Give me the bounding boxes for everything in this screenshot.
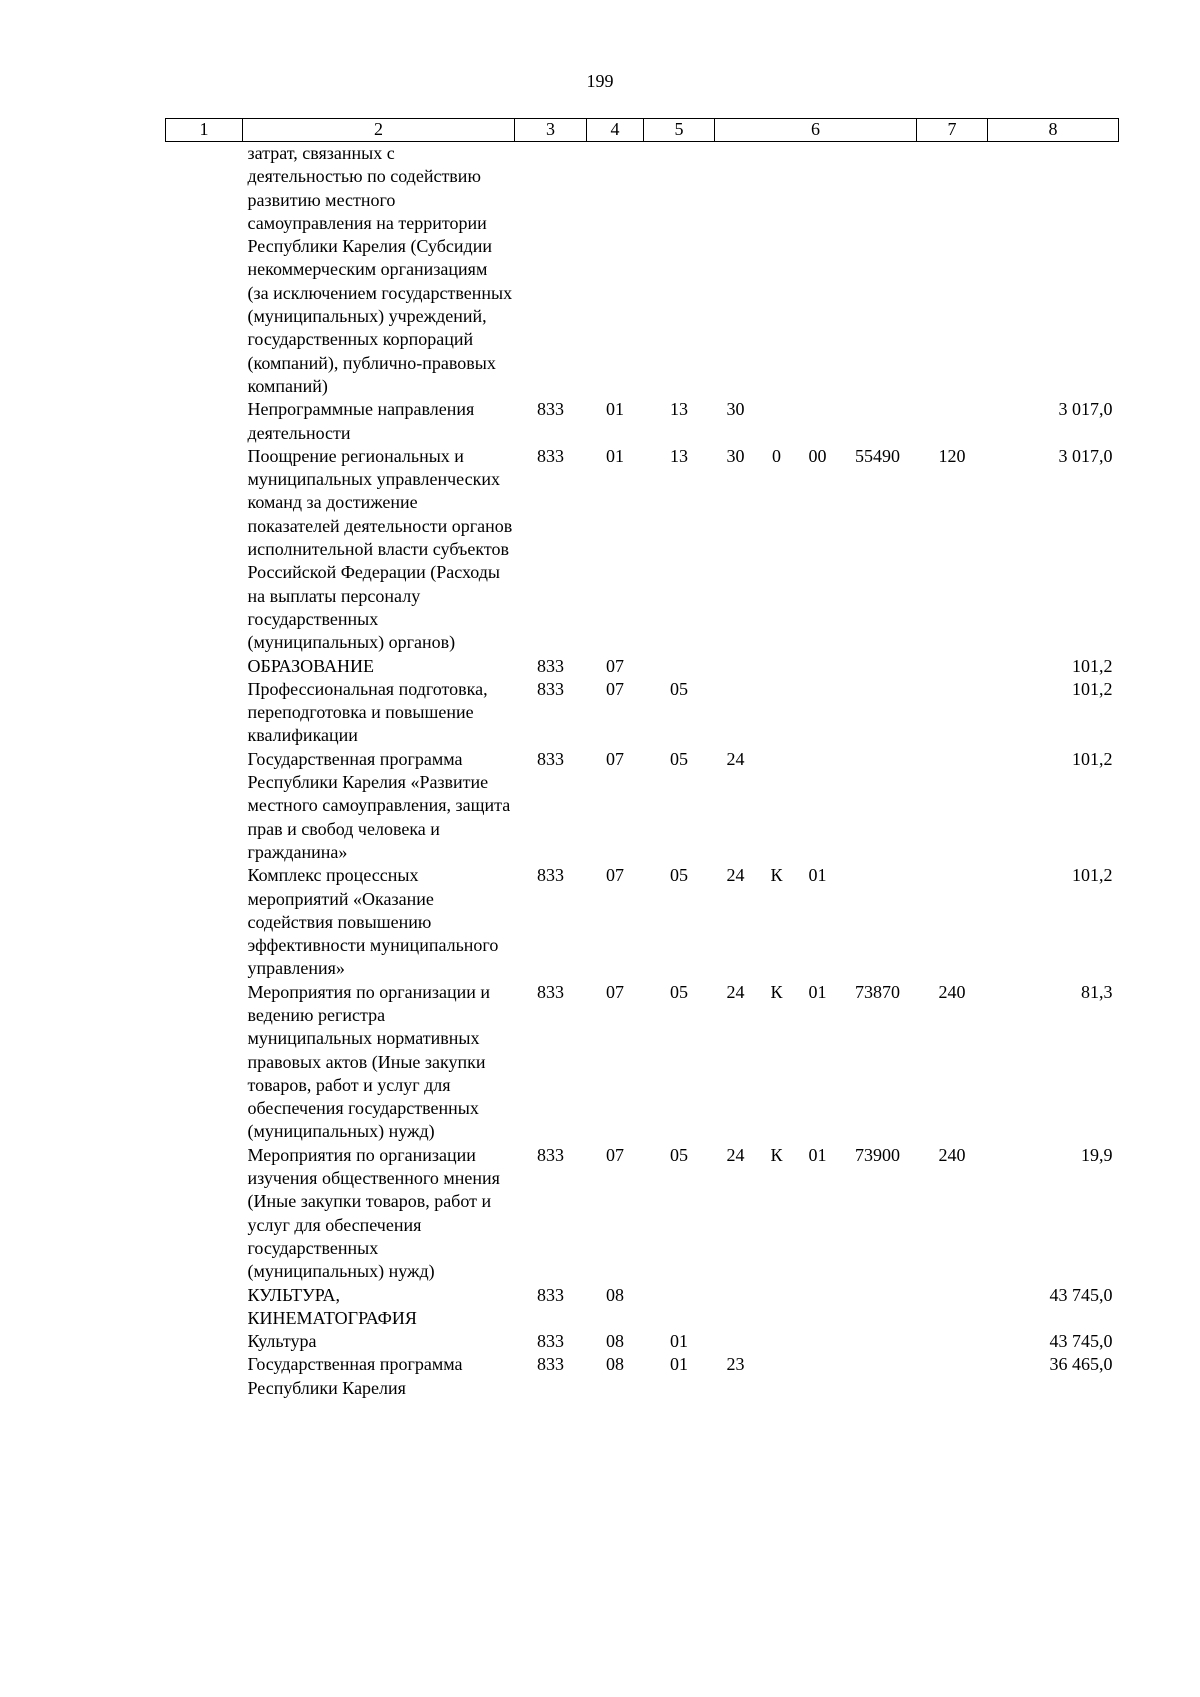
row-amount: 101,2 [1072,748,1113,769]
row-direction-code: 73900 [855,1144,900,1165]
column-header-7: 7 [917,119,988,142]
table-row [166,678,1119,748]
row-program-code [715,1284,757,1331]
row-section-code: 08 [606,1331,624,1352]
row-event-code [797,1330,839,1353]
table-body [166,142,1119,1401]
table-header [166,119,1119,142]
table-row [166,1284,1119,1331]
table-row [166,142,1119,399]
row-expense-type-code [917,678,988,748]
row-ministry-code: 833 [537,399,564,420]
column-header-1: 1 [166,119,243,142]
row-name: Культура [247,1331,317,1352]
row-program-code [715,678,757,748]
table-row [166,1330,1119,1353]
table-row [166,1353,1119,1400]
table-row [166,748,1119,864]
row-event-code [797,142,839,399]
column-header-5: 5 [644,119,715,142]
budget-table [165,118,1119,1400]
row-program-code: 30 [726,399,745,420]
row-ministry-code: 833 [537,678,564,699]
row-direction-code [839,864,917,980]
row-event-code: 01 [808,981,827,1002]
row-program-code: 24 [726,981,745,1002]
row-ministry-code: 833 [537,865,564,886]
row-expense-type-code [917,142,988,399]
row-subsection-code [644,142,715,399]
row-amount: 101,2 [1072,655,1113,676]
table-row [166,1144,1119,1284]
row-subprogram-code [757,1330,797,1353]
row-subprogram-code: К [770,981,783,1002]
row-ministry-code: 833 [537,1331,564,1352]
column-header-4: 4 [587,119,644,142]
row-code-empty [166,1353,243,1400]
row-subsection-code [644,655,715,678]
row-amount: 81,3 [1081,981,1113,1002]
row-amount: 101,2 [1072,678,1113,699]
row-subprogram-code [757,655,797,678]
row-expense-type-code: 240 [938,1144,966,1165]
table-row [166,445,1119,655]
row-event-code [797,655,839,678]
row-name: Государственная программа Республики Карелия «Развитие местного самоуправления, защита прав и свобод человека и гражданина» [247,748,511,862]
row-event-code: 00 [808,445,827,466]
row-section-code: 08 [606,1284,624,1305]
row-program-code [715,1330,757,1353]
row-ministry-code [515,142,587,399]
column-header-3: 3 [515,119,587,142]
row-name: ОБРАЗОВАНИЕ [247,655,374,676]
row-subprogram-code [757,678,797,748]
row-subprogram-code: К [770,865,783,886]
row-program-code: 23 [726,1354,745,1375]
row-event-code [797,1284,839,1331]
row-direction-code [839,142,917,399]
row-subsection-code: 05 [670,1144,688,1165]
row-direction-code [839,1330,917,1353]
row-ministry-code: 833 [537,1144,564,1165]
row-name: Непрограммные направления деятельности [247,399,475,443]
row-subprogram-code [757,142,797,399]
row-program-code [715,142,757,399]
row-section-code: 08 [606,1354,624,1375]
row-code-empty [166,981,243,1144]
row-expense-type-code [917,1353,988,1400]
row-code-empty [166,1144,243,1284]
row-subsection-code: 05 [670,678,688,699]
row-code-empty [166,445,243,655]
row-subsection-code: 13 [670,399,688,420]
row-direction-code [839,398,917,445]
row-name: Комплекс процессных мероприятий «Оказание содействия повышению эффективности муниципального управления» [247,865,499,979]
row-expense-type-code [917,748,988,864]
row-amount: 3 017,0 [1058,399,1113,420]
row-code-empty [166,864,243,980]
row-amount: 3 017,0 [1058,445,1113,466]
row-expense-type-code [917,864,988,980]
row-section-code: 01 [606,399,624,420]
column-header-2: 2 [243,119,515,142]
row-section-code: 07 [606,748,624,769]
column-header-6: 6 [715,119,917,142]
row-expense-type-code: 240 [938,981,966,1002]
row-event-code [797,678,839,748]
row-expense-type-code [917,1284,988,1331]
row-event-code: 01 [808,865,827,886]
table-row [166,398,1119,445]
row-section-code [587,142,644,399]
row-expense-type-code [917,398,988,445]
table-row [166,981,1119,1144]
row-program-code: 24 [726,865,745,886]
row-code-empty [166,678,243,748]
table-row [166,655,1119,678]
row-ministry-code: 833 [537,1284,564,1305]
row-name: Мероприятия по организации изучения общественного мнения (Иные закупки товаров, работ и услуг для обеспечения государственных (муниципальных) нужд) [247,1144,500,1282]
row-name: Поощрение региональных и муниципальных управленческих команд за достижение показателей деятельности органов исполнительной власти субъектов Российской Федерации (Расходы на выплаты персоналу государственных (муниципальных) органов) [247,445,513,653]
row-event-code [797,748,839,864]
row-subsection-code: 05 [670,748,688,769]
row-section-code: 07 [606,678,624,699]
row-subsection-code: 01 [670,1354,688,1375]
row-subsection-code: 05 [670,981,688,1002]
row-amount: 101,2 [1072,865,1113,886]
row-section-code: 01 [606,445,624,466]
row-program-code: 24 [726,1144,745,1165]
row-event-code [797,398,839,445]
row-ministry-code: 833 [537,1354,564,1375]
row-code-empty [166,748,243,864]
row-amount: 43 745,0 [1049,1331,1113,1352]
row-direction-code [839,1353,917,1400]
row-name: Мероприятия по организации и ведению регистра муниципальных нормативных правовых актов (Иные закупки товаров, работ и услуг для обеспечения государственных (муниципальных) нужд) [247,981,490,1142]
row-subprogram-code: К [770,1144,783,1165]
row-name: Профессиональная подготовка, переподготовка и повышение квалификации [247,678,488,746]
row-program-code [715,655,757,678]
row-expense-type-code: 120 [938,445,966,466]
page-number: 199 [586,71,614,91]
row-section-code: 07 [606,981,624,1002]
row-expense-type-code [917,655,988,678]
row-expense-type-code [917,1330,988,1353]
row-direction-code [839,678,917,748]
row-direction-code [839,1284,917,1331]
row-code-empty [166,398,243,445]
row-subsection-code: 05 [670,865,688,886]
row-code-empty [166,1284,243,1331]
row-event-code: 01 [808,1144,827,1165]
row-amount: 43 745,0 [1049,1284,1113,1305]
row-code-empty [166,142,243,399]
row-amount: 19,9 [1081,1144,1113,1165]
row-subprogram-code [757,1284,797,1331]
row-name: КУЛЬТУРА, КИНЕМАТОГРАФИЯ [247,1284,417,1328]
row-ministry-code: 833 [537,981,564,1002]
row-name: Государственная программа Республики Карелия [247,1354,463,1398]
row-program-code: 30 [726,445,745,466]
row-code-empty [166,655,243,678]
row-subprogram-code [757,398,797,445]
row-code-empty [166,1330,243,1353]
row-event-code [797,1353,839,1400]
row-section-code: 07 [606,865,624,886]
row-program-code: 24 [726,748,745,769]
row-ministry-code: 833 [537,445,564,466]
row-ministry-code: 833 [537,655,564,676]
row-subsection-code [644,1284,715,1331]
row-subprogram-code: 0 [772,445,781,466]
row-ministry-code: 833 [537,748,564,769]
row-direction-code [839,748,917,864]
row-direction-code: 73870 [855,981,900,1002]
row-section-code: 07 [606,655,624,676]
row-direction-code: 55490 [855,445,900,466]
row-amount [988,142,1119,399]
row-amount: 36 465,0 [1049,1354,1113,1375]
row-name: затрат, связанных с деятельностью по содействию развитию местного самоуправления на территории Республики Карелия (Субсидии некоммерческим организациям (за исключением государственных (муниципальных) учреждений, государственных корпораций (компаний), публично-правовых компаний) [247,143,513,396]
column-header-8: 8 [988,119,1119,142]
row-subprogram-code [757,1353,797,1400]
row-direction-code [839,655,917,678]
row-subprogram-code [757,748,797,864]
row-subsection-code: 13 [670,445,688,466]
row-subsection-code: 01 [670,1331,688,1352]
table-row [166,864,1119,980]
row-section-code: 07 [606,1144,624,1165]
